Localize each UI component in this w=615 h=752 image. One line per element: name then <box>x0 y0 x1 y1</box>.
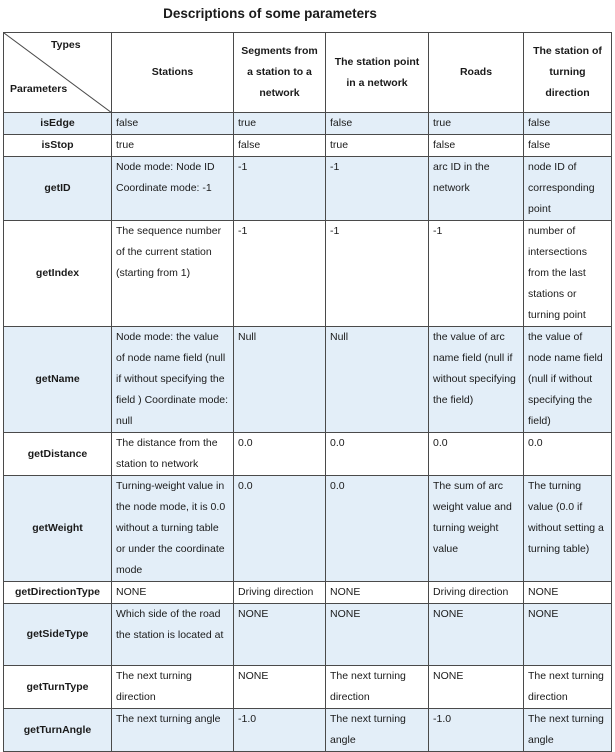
parameter-name-cell: isEdge <box>4 113 112 135</box>
value-cell: The next turning direction <box>112 666 234 709</box>
column-header-roads: Roads <box>429 33 524 113</box>
value-cell: 0.0 <box>524 433 612 476</box>
value-cell: NONE <box>326 604 429 666</box>
parameter-name-cell: getTurnType <box>4 666 112 709</box>
table-body <box>4 113 612 752</box>
value-cell: NONE <box>524 582 612 604</box>
parameter-name-cell: getSideType <box>4 604 112 666</box>
value-cell: Driving direction <box>234 582 326 604</box>
parameter-name-cell: getIndex <box>4 221 112 327</box>
value-cell: NONE <box>234 666 326 709</box>
value-cell: Which side of the road the station is located at <box>112 604 234 666</box>
value-cell: false <box>429 135 524 157</box>
value-cell: The next turning direction <box>326 666 429 709</box>
value-cell: 0.0 <box>429 433 524 476</box>
value-cell: 0.0 <box>326 476 429 582</box>
parameter-name-cell: getTurnAngle <box>4 709 112 752</box>
table-row <box>4 327 612 433</box>
value-cell: -1.0 <box>234 709 326 752</box>
value-cell: 0.0 <box>326 433 429 476</box>
header-row <box>4 33 612 113</box>
corner-parameters-label: Parameters <box>10 83 68 95</box>
value-cell: The next turning angle <box>524 709 612 752</box>
value-cell: NONE <box>234 604 326 666</box>
column-header-stations: Stations <box>112 33 234 113</box>
value-cell: Null <box>234 327 326 433</box>
value-cell: true <box>112 135 234 157</box>
value-cell: -1 <box>234 157 326 221</box>
value-cell: false <box>234 135 326 157</box>
parameters-table <box>3 32 612 752</box>
value-cell: Node mode: Node ID Coordinate mode: -1 <box>112 157 234 221</box>
value-cell: NONE <box>524 604 612 666</box>
value-cell: NONE <box>429 604 524 666</box>
table-row <box>4 604 612 666</box>
value-cell: NONE <box>112 582 234 604</box>
value-cell: Null <box>326 327 429 433</box>
value-cell: -1 <box>326 157 429 221</box>
table-row <box>4 582 612 604</box>
value-cell: false <box>326 113 429 135</box>
value-cell: The next turning angle <box>326 709 429 752</box>
value-cell: NONE <box>326 582 429 604</box>
table-title: Descriptions of some parameters <box>163 6 377 21</box>
value-cell: -1.0 <box>429 709 524 752</box>
value-cell: 0.0 <box>234 476 326 582</box>
parameter-name-cell: getDistance <box>4 433 112 476</box>
parameter-name-cell: isStop <box>4 135 112 157</box>
table-row <box>4 135 612 157</box>
value-cell: The sum of arc weight value and turning weight value <box>429 476 524 582</box>
table-row <box>4 157 612 221</box>
value-cell: 0.0 <box>234 433 326 476</box>
value-cell: -1 <box>429 221 524 327</box>
column-header-turning-station: The station of turning direction <box>524 33 612 113</box>
column-header-station-point: The station point in a network <box>326 33 429 113</box>
value-cell: -1 <box>234 221 326 327</box>
table-row <box>4 709 612 752</box>
value-cell: The distance from the station to network <box>112 433 234 476</box>
table-row <box>4 221 612 327</box>
value-cell: number of intersections from the last stations or turning point <box>524 221 612 327</box>
parameter-name-cell: getName <box>4 327 112 433</box>
column-header-segments: Segments from a station to a network <box>234 33 326 113</box>
value-cell: -1 <box>326 221 429 327</box>
value-cell: The sequence number of the current station (starting from 1) <box>112 221 234 327</box>
table-row <box>4 666 612 709</box>
value-cell: NONE <box>429 666 524 709</box>
value-cell: The turning value (0.0 if without setting a turning table) <box>524 476 612 582</box>
value-cell: the value of node name field (null if without specifying the field) <box>524 327 612 433</box>
value-cell: Node mode: the value of node name field (null if without specifying the field ) Coordinate mode: null <box>112 327 234 433</box>
table-row <box>4 476 612 582</box>
value-cell: true <box>429 113 524 135</box>
value-cell: The next turning direction <box>524 666 612 709</box>
value-cell: Turning-weight value in the node mode, it is 0.0 without a turning table or under the coordinate mode <box>112 476 234 582</box>
value-cell: true <box>326 135 429 157</box>
parameter-name-cell: getDirectionType <box>4 582 112 604</box>
value-cell: false <box>112 113 234 135</box>
value-cell: The next turning angle <box>112 709 234 752</box>
corner-types-label: Types <box>51 39 81 51</box>
value-cell: node ID of corresponding point <box>524 157 612 221</box>
value-cell: arc ID in the network <box>429 157 524 221</box>
value-cell: the value of arc name field (null if without specifying the field) <box>429 327 524 433</box>
parameter-name-cell: getWeight <box>4 476 112 582</box>
value-cell: Driving direction <box>429 582 524 604</box>
value-cell: false <box>524 135 612 157</box>
value-cell: true <box>234 113 326 135</box>
table-row <box>4 433 612 476</box>
table-row <box>4 113 612 135</box>
header-corner-cell <box>4 33 112 113</box>
parameter-name-cell: getID <box>4 157 112 221</box>
value-cell: false <box>524 113 612 135</box>
